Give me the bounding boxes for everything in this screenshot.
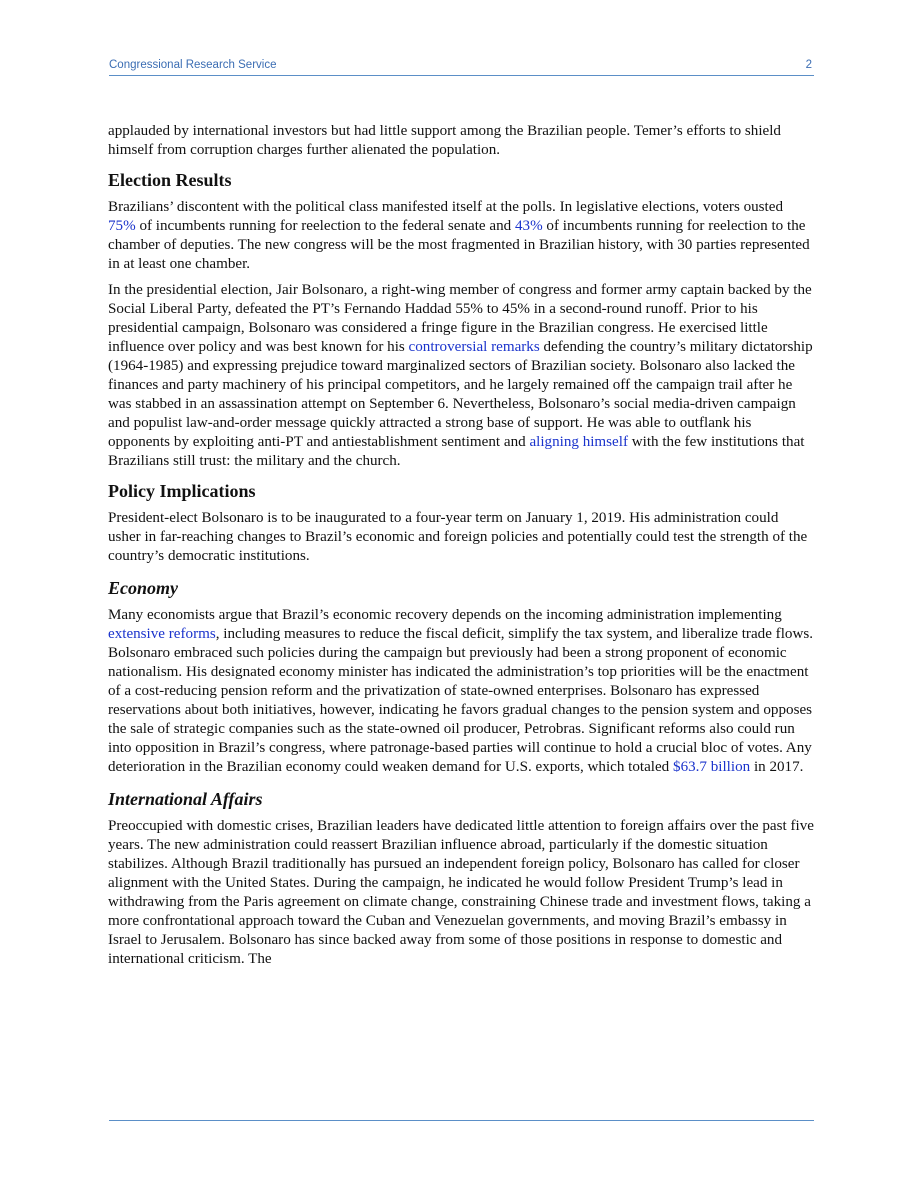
link-extensive-reforms[interactable]: extensive reforms xyxy=(108,626,216,642)
page-header xyxy=(109,57,814,76)
text-run: of incumbents running for reelection to the federal senate and xyxy=(135,218,515,234)
election-paragraph-2 xyxy=(108,281,814,471)
text-run: Brazilians’ discontent with the political class manifested itself at the polls. In legislative elections, voters ousted xyxy=(108,199,783,215)
link-aligning-himself[interactable]: aligning himself xyxy=(529,434,628,450)
link-exports-total[interactable]: $63.7 billion xyxy=(673,759,751,775)
text-run: , including measures to reduce the fiscal deficit, simplify the tax system, and liberalize trade flows. Bolsonaro embraced such policies during the campaign but previously had been a strong proponent of economic nationalism. His designated economy minister has indicated the administration’s top priorities will be the enactment of a cost-reducing pension reform and the privatization of state-owned enterprises. Bolsonaro has expressed reservations about both initiatives, however, indicating he favors gradual changes to the pension system and opposes the sale of strategic companies such as the state-owned oil producer, Petrobras. Significant reforms also could run into opposition in Brazil’s congress, where patronage-based parties will continue to hold a crucial bloc of votes. Any deterioration in the Brazilian economy could weaken demand for U.S. exports, which totaled xyxy=(108,626,813,775)
international-paragraph: Preoccupied with domestic crises, Brazilian leaders have dedicated little attention to foreign affairs over the past five years. The new administration could reassert Brazilian influence abroad, particularly if the domestic situation stabilizes. Although Brazil traditionally has pursued an independent foreign policy, Bolsonaro has called for closer alignment with the United States. During the campaign, he indicated he would follow President Trump’s lead in withdrawing from the Paris agreement on climate change, constraining Chinese trade and investment flows, taking a more confrontational approach toward the Cuban and Venezuelan governments, and moving Brazil’s embassy in Israel to Jerusalem. Bolsonaro has since backed away from some of those positions in response to domestic and international criticism. The xyxy=(108,818,814,967)
link-43-percent[interactable]: 43% xyxy=(514,218,543,234)
text-run: in 2017. xyxy=(750,759,804,775)
link-75-percent[interactable]: 75% xyxy=(108,218,136,234)
text-run: with the few institutions that Brazilians still trust: the military and the church. xyxy=(108,434,805,469)
economy-paragraph xyxy=(108,606,814,777)
heading-international-affairs: International Affairs xyxy=(108,789,263,809)
footer-divider xyxy=(109,1120,814,1121)
heading-policy-implications: Policy Implications xyxy=(108,481,256,501)
heading-election-results: Election Results xyxy=(108,170,232,190)
text-run: defending the country’s military dictatorship (1964-1985) and expressing prejudice toward marginalized sectors of Brazilian society. Bolsonaro also lacked the finances and party machinery of his principal competitors, and he largely remained off the campaign trail after he was stabbed in an assassination attempt on September 6. Nevertheless, Bolsonaro’s social media-driven campaign and populist law-and-order message quickly attracted a strong base of support. He was able to outflank his opponents by exploiting anti-PT and antiestablishment sentiment and xyxy=(108,339,813,450)
election-paragraph-1 xyxy=(108,198,814,274)
policy-paragraph: President-elect Bolsonaro is to be inaugurated to a four-year term on January 1, 2019. His administration could usher in far-reaching changes to Brazil’s economic and foreign policies and potentially could test the strength of the country’s democratic institutions. xyxy=(108,510,808,564)
heading-economy: Economy xyxy=(108,578,178,598)
header-organization: Congressional Research Service xyxy=(109,59,277,71)
document-body xyxy=(108,122,814,976)
intro-paragraph: applauded by international investors but had little support among the Brazilian people. Temer’s efforts to shield himself from corruption charges further alienated the population. xyxy=(108,123,781,158)
text-run: Many economists argue that Brazil’s economic recovery depends on the incoming administration implementing xyxy=(108,607,782,623)
link-controversial-remarks[interactable]: controversial remarks xyxy=(408,339,540,355)
text-run: In the presidential election, Jair Bolsonaro, a right-wing member of congress and former army captain backed by the Social Liberal Party, defeated the PT’s Fernando Haddad 55% to 45% in a second-round runoff. Prior to his presidential campaign, Bolsonaro was considered a fringe figure in the Brazilian congress. He exercised little influence over policy and was best known for his xyxy=(108,282,812,355)
text-run: of incumbents running for reelection to the chamber of deputies. The new congress will be the most fragmented in Brazilian history, with 30 parties represented in at least one chamber. xyxy=(108,218,810,272)
page-number: 2 xyxy=(805,59,812,71)
